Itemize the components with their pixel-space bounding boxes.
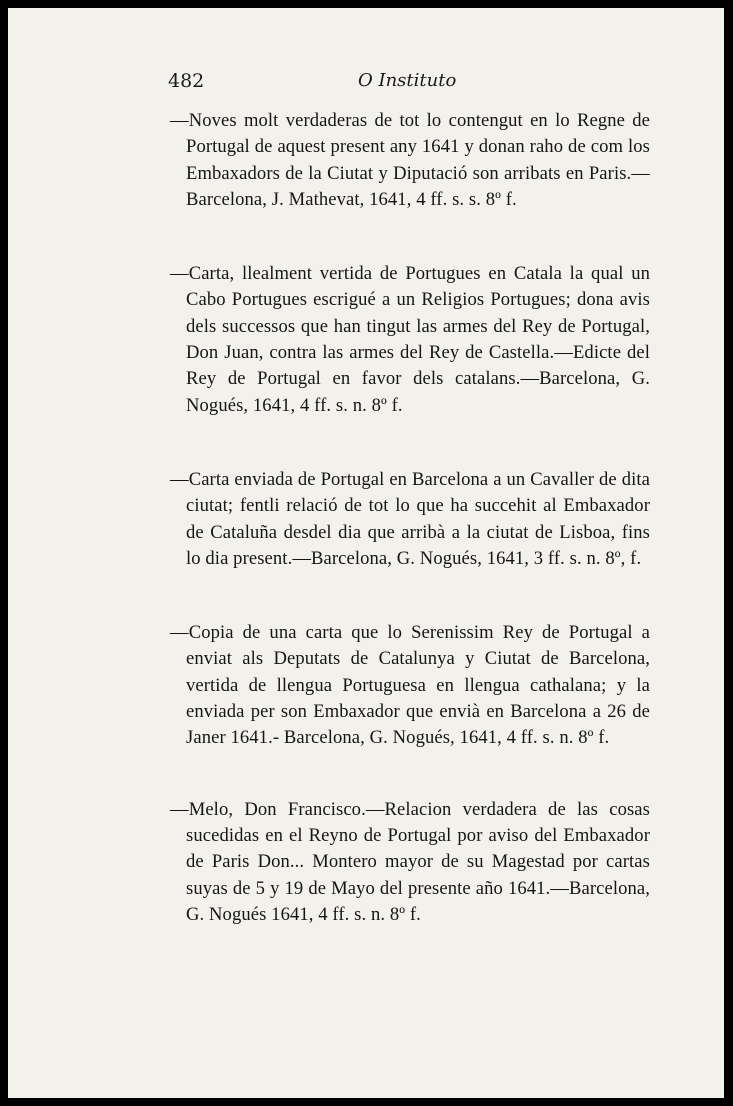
bibliography-entry: —Carta, llealment vertida de Portugues en Catala la qual un Cabo Portugues escrigué a un Religios Portugues; dona avis dels successos que han tingut las armes del Rey de Portugal, Don Juan, contra las armes del Rey de Castella.—Edicte del Rey de Portugal en favor dels catalans.—Barcelona, G. Nogués, 1641, 4 ff. s. n. 8º f. — [170, 263, 650, 416]
running-title: O Instituto — [358, 70, 457, 91]
bibliography-entry: —Copia de una carta que lo Serenissim Rey de Portugal a enviat als Deputats de Catalunya y Ciutat de Barcelona, vertida de llengua Portuguesa en llengua cathalana; y la enviada per son Embaxador que envià en Barcelona a 26 de Janer 1641.- Barcelona, G. Nogués, 1641, 4 ff. s. n. 8º f. — [170, 622, 650, 749]
bibliography-entries — [170, 108, 650, 976]
page-header — [168, 70, 648, 100]
bibliography-entry: —Noves molt verdaderas de tot lo contengut en lo Regne de Portugal de aquest present any 1641 y donan raho de com los Embaxadors de la Ciutat y Diputació son arribats en Paris.—Barcelona, J. Mathevat, 1641, 4 ff. s. s. 8º f. — [170, 110, 650, 210]
page-number: 482 — [168, 70, 205, 92]
bibliography-entry: —Carta enviada de Portugal en Barcelona a un Cavaller de dita ciutat; fentli relació de tot lo que ha succehit al Embaxador de Cataluña desdel dia que arribà a la ciutat de Lisboa, fins lo dia present.—Barcelona, G. Nogués, 1641, 3 ff. s. n. 8º, f. — [170, 468, 650, 569]
bibliography-entry: —Melo, Don Francisco.—Relacion verdadera de las cosas sucedidas en el Reyno de Portugal por aviso del Embaxador de Paris Don... Montero mayor de su Magestad por cartas suyas de 5 y 19 de Mayo del presente año 1641.—Barcelona, G. Nogués 1641, 4 ff. s. n. 8º f. — [170, 798, 650, 925]
book-page — [8, 8, 724, 1098]
